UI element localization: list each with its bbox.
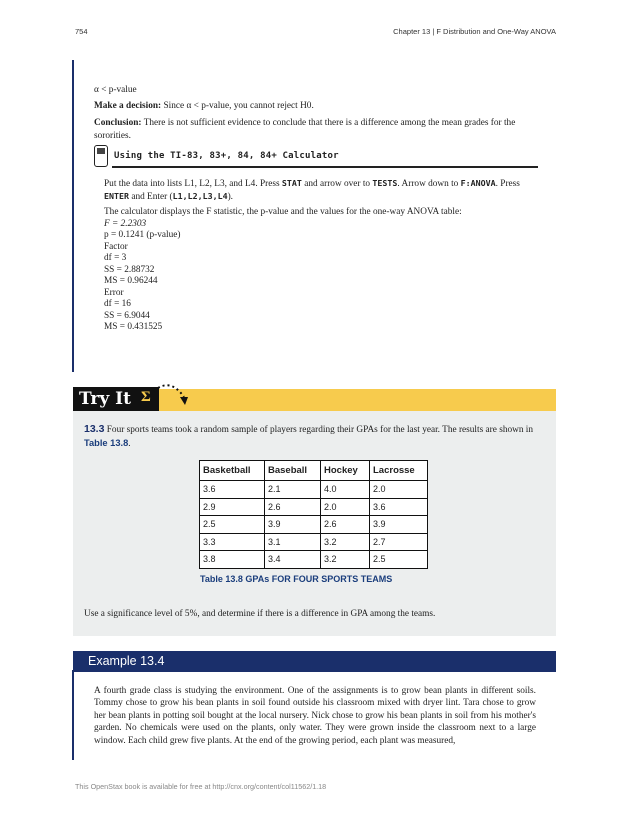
table-cell: 3.3 <box>200 533 265 551</box>
result-error: Error <box>104 287 124 298</box>
try-it-label: Try It <box>73 387 159 412</box>
result-error-df: df = 16 <box>104 299 131 309</box>
example-title-bar: Example 13.4 <box>73 651 556 672</box>
result-error-ss: SS = 6.9044 <box>104 310 150 321</box>
table-link[interactable]: Table 13.8 <box>84 437 129 448</box>
table-cell: 2.1 <box>265 481 321 499</box>
alpha-line: α < p-value <box>94 85 137 95</box>
dotted-arrow-icon <box>150 379 192 409</box>
instr-text-4: . Press <box>495 179 520 189</box>
example-side-bar <box>72 60 74 372</box>
table-cell: 2.6 <box>265 498 321 516</box>
page-number: 754 <box>75 27 88 36</box>
table-cell: 2.6 <box>321 516 370 534</box>
instr-text-2: and arrow over to <box>304 179 371 189</box>
instr-text-3: . Arrow down to <box>397 179 459 189</box>
calculator-rule <box>112 166 538 168</box>
chapter-header: Chapter 13 | F Distribution and One-Way ANOVA <box>393 27 556 36</box>
instr-text-5: and Enter ( <box>131 191 173 202</box>
table-row <box>200 533 428 551</box>
key-tests: TESTS <box>372 178 398 188</box>
result-f: F = 2.2303 <box>104 218 147 229</box>
significance-text: Use a significance level of 5%, and determine if there is a difference in GPA among the teams. <box>84 609 436 619</box>
decision-paragraph <box>94 100 536 113</box>
result-factor: Factor <box>104 241 128 252</box>
question-text: Four sports teams took a random sample of players regarding their GPAs for the last year. The results are shown in <box>106 425 534 435</box>
table-cell: 2.0 <box>321 498 370 516</box>
table-cell: 2.7 <box>370 533 428 551</box>
result-p: p = 0.1241 (p-value) <box>104 230 181 240</box>
table-row <box>200 498 428 516</box>
example-body: A fourth grade class is studying the environment. One of the assignments is to grow bean plants in different soils. Tommy chose to grow his bean plants in soil found outside his classroom mixed with dryer lint. Tara chose to grow her bean plants in potting soil bought at the local nursery. Nick chose to grow his bean plants in soil from his mother's garden. No chemicals were used on the plants, only water. They were grown inside the classroom next to a large window. Each child grew five plants. At the end of the growing period, each plant was measured, <box>94 686 536 746</box>
calculator-body <box>104 178 534 334</box>
table-cell: 3.6 <box>200 481 265 499</box>
result-factor-ms: MS = 0.96244 <box>104 276 158 286</box>
try-it-question: 13.3 Four sports teams took a random sample of players regarding their GPAs for the last year. The results are shown in Table 13.8. <box>84 423 534 449</box>
table-header-row <box>200 461 428 481</box>
result-error-ms: MS = 0.431525 <box>104 322 163 332</box>
conclusion-paragraph <box>94 117 536 142</box>
instr-text-1: Put the data into lists L1, L2, L3, and L4. Press <box>104 179 280 189</box>
display-text: The calculator displays the F statistic, the p-value and the values for the one-way ANOVA table: <box>104 207 462 217</box>
table-cell: 3.8 <box>200 551 265 569</box>
table-cell: 2.9 <box>200 498 265 516</box>
calculator-icon <box>94 145 108 167</box>
sigma-icon: Σ <box>141 389 151 405</box>
table-cell: 3.1 <box>265 533 321 551</box>
table-cell: 2.5 <box>200 516 265 534</box>
table-row <box>200 481 428 499</box>
col-lacrosse: Lacrosse <box>370 461 428 481</box>
result-factor-ss: SS = 2.88732 <box>104 264 155 275</box>
key-stat: STAT <box>281 178 302 188</box>
calculator-title: Using the TI-83, 83+, 84, 84+ Calculator <box>114 151 339 161</box>
decision-text: Since α < p-value, you cannot reject H0. <box>163 101 314 111</box>
key-enter: ENTER <box>104 190 129 201</box>
table-cell: 3.4 <box>265 551 321 569</box>
question-number: 13.3 <box>84 423 105 435</box>
conclusion-text: There is not sufficient evidence to conclude that there is a difference among the mean grades for the sororities. <box>94 118 516 141</box>
table-cell: 4.0 <box>321 481 370 499</box>
calculator-instructions <box>104 178 534 203</box>
gpa-table <box>199 460 428 569</box>
conclusion-label: Conclusion: <box>94 118 142 128</box>
table-cell: 3.6 <box>370 498 428 516</box>
table-row <box>200 516 428 534</box>
key-lists: L1,L2,L3,L4 <box>172 190 228 201</box>
example-side-bar-2 <box>72 670 74 760</box>
table-cell: 2.5 <box>370 551 428 569</box>
decision-label: Make a decision: <box>94 101 162 111</box>
table-cell: 3.9 <box>370 516 428 534</box>
result-factor-df: df = 3 <box>104 253 127 263</box>
col-hockey: Hockey <box>321 461 370 481</box>
table-cell: 3.2 <box>321 551 370 569</box>
table-cell: 3.9 <box>265 516 321 534</box>
table-caption: Table 13.8 GPAs FOR FOUR SPORTS TEAMS <box>200 574 393 584</box>
table-cell: 2.0 <box>370 481 428 499</box>
page-footer: This OpenStax book is available for free at http://cnx.org/content/col11562/1.18 <box>75 782 327 791</box>
instr-text-6: ). <box>227 191 233 202</box>
table-cell: 3.2 <box>321 533 370 551</box>
calculator-heading <box>94 144 538 168</box>
col-baseball: Baseball <box>265 461 321 481</box>
key-anova: F:ANOVA <box>460 178 496 188</box>
table-row <box>200 551 428 569</box>
col-basketball: Basketball <box>200 461 265 481</box>
